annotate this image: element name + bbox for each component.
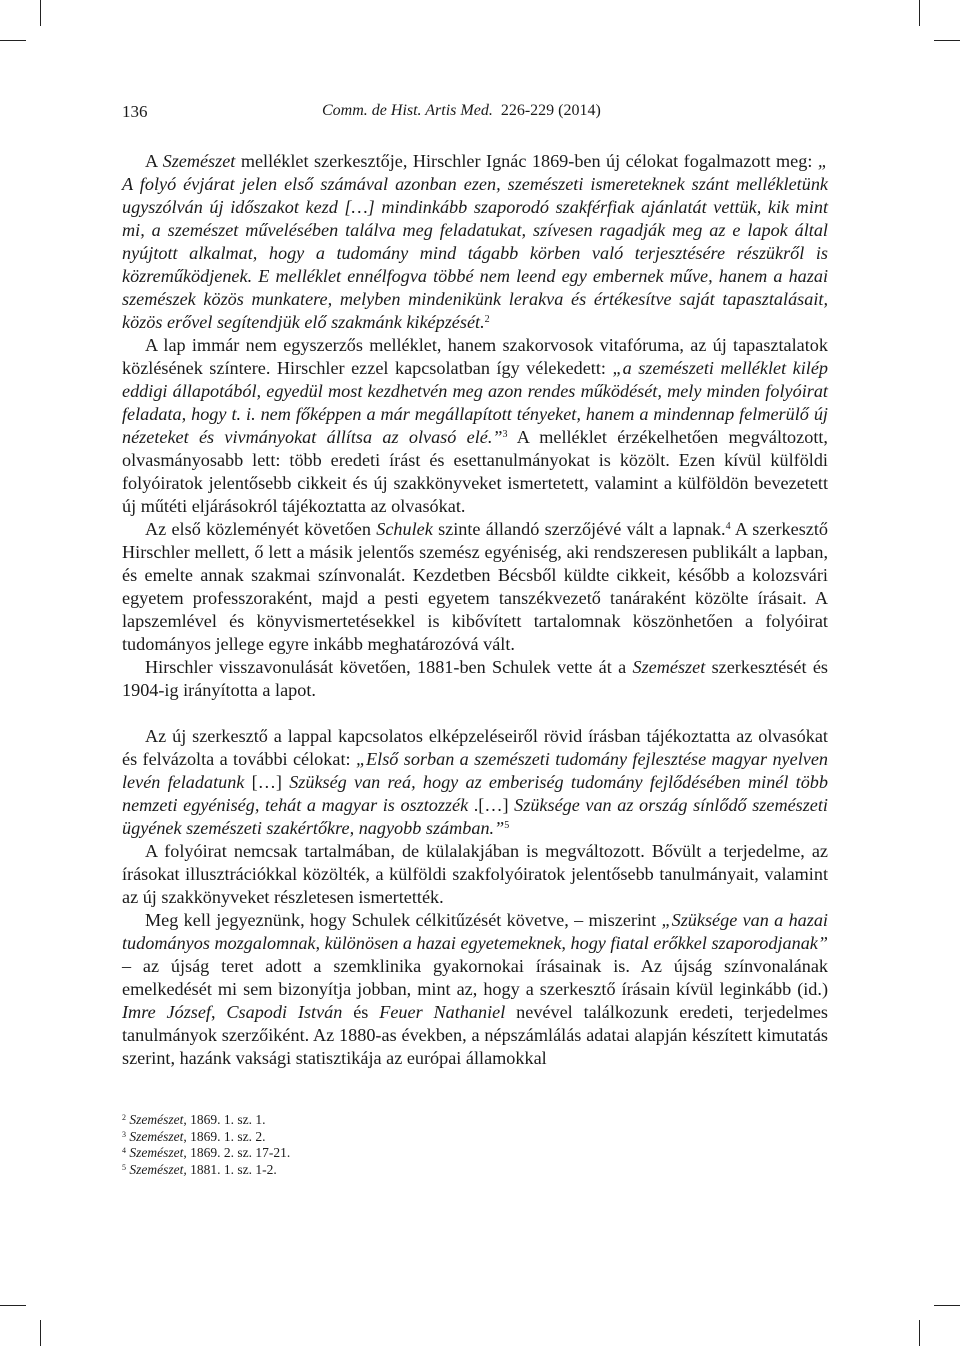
footnote-number: 5 [122, 1162, 126, 1172]
footnote-source: Szemészet [126, 1145, 184, 1160]
crop-mark [934, 1305, 960, 1306]
footnote-source: Szemészet [126, 1128, 184, 1144]
text-run: .[…] [468, 795, 515, 815]
body-paragraph [122, 150, 828, 334]
text-run: Az első közleményét követően [145, 519, 377, 539]
italic-text: Feuer Nathaniel [379, 1002, 506, 1022]
footnote-reference: , 1869. 2. sz. 17-21. [183, 1145, 291, 1160]
italic-text: „a szemészeti melléklet kilép eddigi állapotából, egyedül most kezdhetvén meg azon rendes működését, mely minden folyóirat feladata, hogy t. i. nem főképpen a már megállapított tényeket, hanem a mindennap felmerülő új nézeteket és vivmányokat állítsa az olvasó elé.” [122, 358, 828, 447]
italic-text: Schulek [376, 519, 433, 539]
footnote [122, 1162, 622, 1179]
text-run: szerkesztését és 1904-ig irányította a lapot. [122, 657, 828, 700]
italic-text: Szemészet [632, 657, 706, 677]
journal-title: Comm. de Hist. Artis Med. [322, 102, 493, 119]
text-run: […] [244, 772, 290, 792]
crop-mark [40, 1320, 41, 1346]
footnote [122, 1145, 622, 1162]
footnote-number: 3 [122, 1129, 126, 1139]
crop-mark [40, 0, 41, 26]
body-paragraph [122, 656, 828, 702]
italic-text: Szükség van reá, hogy az emberiség tudomány fejlődésében minél több nemzeti egyéniség, tehát a magyar is osztozzék [122, 772, 828, 815]
footnote-reference: , 1869. 1. sz. 1. [183, 1112, 266, 1127]
crop-mark [919, 0, 920, 26]
body-paragraph [122, 334, 828, 518]
italic-text: „Első sorban a szemészeti tudomány fejlesztése magyar nyelven levén feladatunk [122, 749, 828, 792]
body-paragraph [122, 725, 828, 840]
journal-pages: 226-229 (2014) [500, 102, 601, 119]
text-run: – az újság teret adott a szemklinika gyakornokai írásainak is. Az újság színvonalának emelkedését mi sem bizonyítja jobban, mint az, hogy a szerkesztő írásain kívül leginkább (id.) [122, 956, 828, 999]
running-header [122, 102, 838, 124]
text-run: szinte állandó szerzőjévé vált a lapnak. [432, 519, 726, 539]
text-run: A szerkesztő Hirschler mellett, ő lett a másik jelentős szemész egyéniség, aki rendszeresen publikált a lapban, és emelte annak szakmai színvonalát. Kezdetben Bécsből küldte cikkeit, később a kolozsvári egyetem professzoraként, majd a pesti egyetem tanszékvezető tanáraként közölte írásait. A lapszemlével és könyvismertetésekkel is kibővített tartalomnak köszönhetően a folyóirat tudományos jellege egyre inkább meghatározóvá vált. [122, 519, 828, 654]
crop-mark [919, 1320, 920, 1346]
footnote-ref: 3 [502, 429, 508, 440]
footnote-number: 2 [122, 1113, 126, 1122]
text-run: Meg kell jegyeznünk, hogy Schulek célkitűzését követve, – miszerint [145, 910, 662, 930]
italic-text: Szemészet [162, 151, 236, 171]
italic-text: „ A folyó évjárat jelen első számával azonban ezen, szemészeti ismereteknek szánt mellékletünk ugyszólván új időszakot kezd […] mindinkább szaporodó szakférfiak ajánlatát vettük, kik mint mi, a szemészet művelésében találva meg feladatukat, szívesen ragadják meg az e lapok által nyújtott alkalmat, hogy a tudomány mind tágabb körben való terjesztésére részükről is közreműködjenek. E melléklet ennélfogva többé nem leend egy embernek műve, hanem a hazai szemészek közös munkatere, melyben mindenikünk lerakva és értékesítve saját tapasztalásait, közös erővel segítendjük elő szakmánk kiképzését. [122, 151, 828, 332]
text-run: Hirschler visszavonulását követően, 1881-ben Schulek vette át a [145, 657, 633, 677]
footnote-ref: 4 [725, 521, 731, 532]
text-run: és [342, 1002, 380, 1022]
italic-text: Szüksége van az ország sínlődő szemészeti ügyének szemészeti szakértőkre, nagyobb számban.” [122, 795, 828, 838]
italic-text: „Szüksége van a hazai tudományos mozgalomnak, különösen a hazai egyetemeknek, hogy fiatal erőkkel szaporodjanak” [122, 910, 828, 953]
text-run: A lap immár nem egyszerzős melléklet, hanem szakorvosok vitafóruma, az új tapasztalatok közlésének színtere. Hirschler ezzel kapcsolatban így vélekedett: [122, 335, 828, 378]
text-run: melléklet szerkesztője, Hirschler Ignác 1869-ben új célokat fogalmazott meg: [235, 151, 818, 171]
crop-mark [0, 1305, 26, 1306]
crop-mark [934, 40, 960, 41]
crop-mark [0, 40, 26, 41]
footnote [122, 1112, 622, 1129]
footnote-reference: , 1869. 1. sz. 2. [183, 1128, 266, 1144]
footnote-reference: 1881. 1. sz. 1-2. [186, 1161, 277, 1177]
paragraph-gap [122, 702, 828, 725]
text-run: A folyóirat nemcsak tartalmában, de külalakjában is megváltozott. Bővült a terjedelme, az írásokat illusztrációkkal közölték, a külföldi szakfolyóiratok jelentősebb tanulmányait, valamint az új szakkönyveket részletesen ismertették. [122, 841, 828, 907]
body-paragraph [122, 909, 828, 1070]
text-run: , [210, 1002, 227, 1022]
italic-text: Imre József [122, 1002, 211, 1022]
footnote-ref: 5 [504, 820, 510, 831]
italic-text: Csapodi István [226, 1002, 343, 1022]
footnote-source: Szemészet, [126, 1161, 187, 1177]
footnote-source: Szemészet [126, 1112, 184, 1127]
body-paragraph [122, 518, 828, 656]
footnote [122, 1129, 622, 1146]
article-body [122, 150, 828, 1070]
text-run: A [145, 151, 163, 171]
body-paragraph [122, 840, 828, 909]
footnote-ref: 2 [484, 314, 490, 325]
footnotes [122, 1112, 622, 1178]
text-run: A melléklet érzékelhetően megváltozott, olvasmányosabb lett: több eredeti írást és esettanulmányokat is közölt. Ezen kívül külföldi folyóiratok jelentősebb cikkeit és új szakkönyveket ismertetett, valamint a külföldön bevezetett új műtéti eljárásokról tájékoztatta az olvasókat. [122, 427, 828, 516]
text-run: Az új szerkesztő a lappal kapcsolatos elképzeléseiről rövid írásban tájékoztatta az olvasókat és felvázolta a további célokat: [122, 726, 828, 769]
text-run: nevével találkozunk eredeti, terjedelmes tanulmányok szerzőiként. Az 1880-as években, a népszámlálás adatai alapján készített kimutatás szerint, hazánk vaksági statisztikája az európai államokkal [122, 1002, 828, 1068]
journal-citation [322, 102, 601, 120]
page-number: 136 [122, 102, 148, 121]
footnote-number: 4 [122, 1146, 126, 1155]
